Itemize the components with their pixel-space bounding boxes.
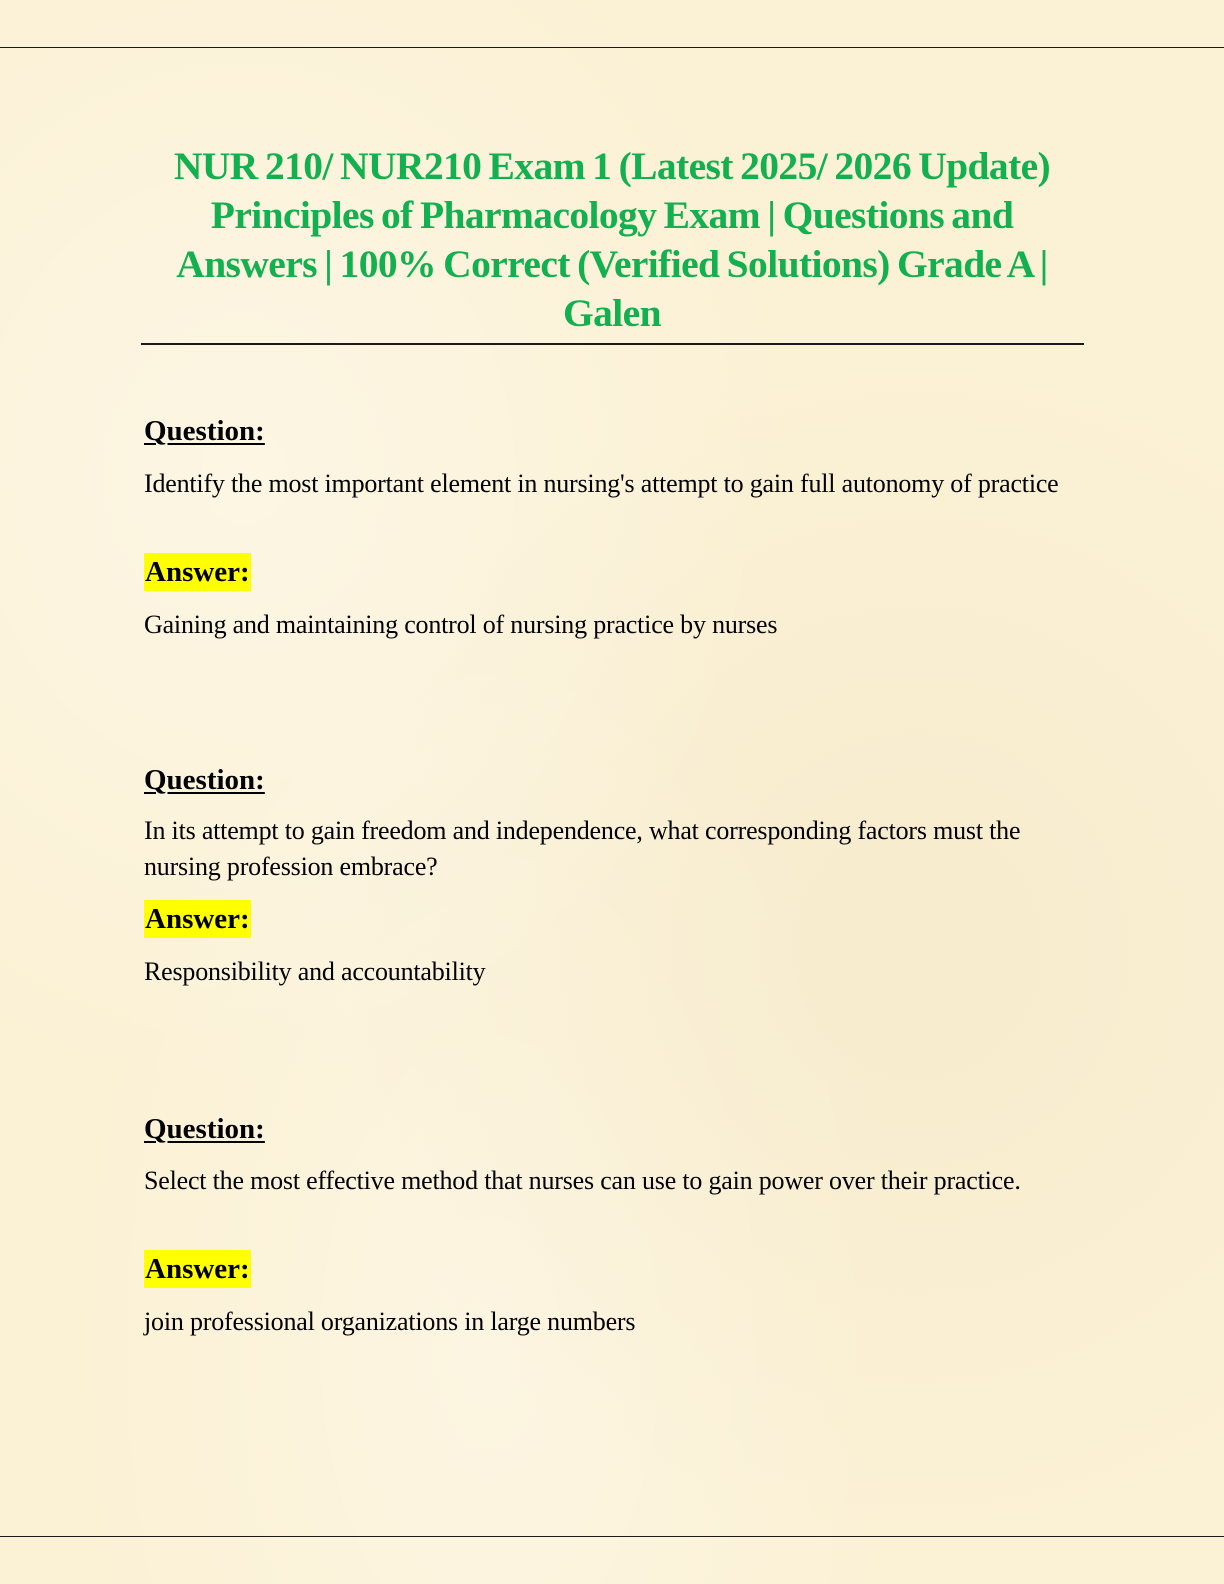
question-label: Question: bbox=[144, 764, 265, 796]
question-label: Question: bbox=[144, 1113, 265, 1145]
page-bottom-rule bbox=[0, 1536, 1224, 1537]
question-text: In its attempt to gain freedom and independence, what corresponding factors must the nursing profession embrace? bbox=[144, 816, 1021, 881]
qa-item bbox=[144, 414, 1074, 639]
qa-item bbox=[144, 1112, 1074, 1336]
document-title: NUR 210/ NUR210 Exam 1 (Latest 2025/ 2026 Update) Principles of Pharmacology Exam | Questions and Answers | 100% Correct (Verified Solutions) Grade A | Galen bbox=[173, 144, 1051, 335]
answer-text: join professional organizations in large numbers bbox=[144, 1307, 636, 1336]
answer-text: Responsibility and accountability bbox=[144, 957, 486, 986]
question-label: Question: bbox=[144, 415, 265, 447]
question-text: Identify the most important element in nursing's attempt to gain full autonomy of practice bbox=[144, 469, 1059, 498]
qa-item bbox=[144, 763, 1074, 986]
question-text: Select the most effective method that nurses can use to gain power over their practice. bbox=[144, 1166, 1021, 1195]
answer-text: Gaining and maintaining control of nursing practice by nurses bbox=[144, 610, 778, 639]
title-underline-rule bbox=[141, 343, 1084, 345]
page-top-rule bbox=[0, 47, 1224, 48]
answer-label: Answer: bbox=[144, 553, 251, 591]
answer-label: Answer: bbox=[144, 1250, 251, 1288]
answer-label: Answer: bbox=[144, 900, 251, 938]
